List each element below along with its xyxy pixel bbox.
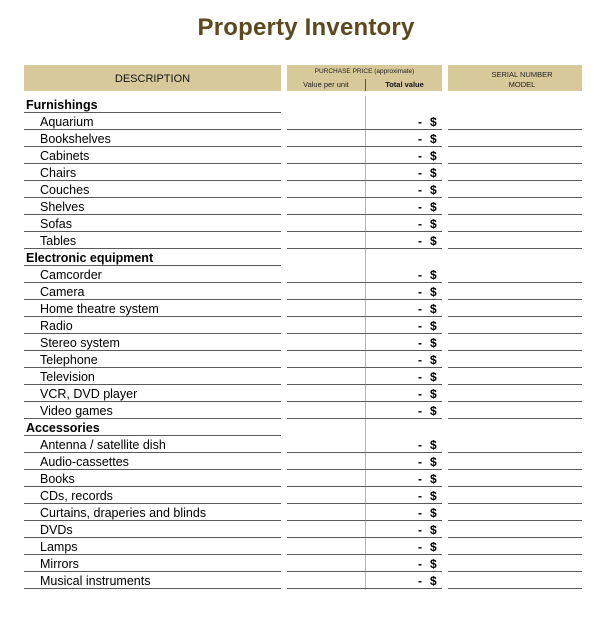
currency-symbol: $ [430, 200, 437, 214]
currency-symbol: $ [430, 115, 437, 129]
page-title: Property Inventory [197, 14, 415, 41]
table-row [0, 436, 612, 453]
total-value-dash: - [418, 353, 422, 367]
total-value-dash: - [418, 166, 422, 180]
table-row [0, 130, 612, 147]
total-value-dash: - [418, 574, 422, 588]
table-row [0, 334, 612, 351]
total-value-dash: - [418, 540, 422, 554]
currency-symbol: $ [430, 132, 437, 146]
item-label: Lamps [40, 540, 78, 554]
table-row [0, 198, 612, 215]
item-label: Television [40, 370, 95, 384]
total-value-dash: - [418, 285, 422, 299]
currency-symbol: $ [430, 506, 437, 520]
table-row [0, 351, 612, 368]
total-value-dash: - [418, 234, 422, 248]
item-label: Home theatre system [40, 302, 159, 316]
category-row [0, 96, 612, 113]
purchase-price-header-label: PURCHASE PRICE (approximate) [314, 68, 415, 75]
currency-symbol: $ [430, 285, 437, 299]
item-label: Audio-cassettes [40, 455, 129, 469]
description-header [24, 65, 281, 91]
table-row [0, 521, 612, 538]
item-label: Cabinets [40, 149, 90, 163]
total-value-dash: - [418, 506, 422, 520]
currency-symbol: $ [430, 387, 437, 401]
item-label: Aquarium [40, 115, 94, 129]
table-row [0, 147, 612, 164]
currency-symbol: $ [430, 489, 437, 503]
item-label: VCR, DVD player [40, 387, 138, 401]
currency-symbol: $ [430, 540, 437, 554]
item-label: Bookshelves [40, 132, 111, 146]
category-label: Electronic equipment [26, 251, 154, 265]
table-row [0, 300, 612, 317]
total-value-dash: - [418, 115, 422, 129]
item-label: Camcorder [40, 268, 102, 282]
total-value-dash: - [418, 438, 422, 452]
table-row [0, 283, 612, 300]
total-value-dash: - [418, 336, 422, 350]
currency-symbol: $ [430, 217, 437, 231]
table-row [0, 181, 612, 198]
item-label: Video games [40, 404, 113, 418]
item-label: Stereo system [40, 336, 120, 350]
currency-symbol: $ [430, 149, 437, 163]
header-divider [365, 79, 366, 91]
currency-symbol: $ [430, 404, 437, 418]
item-label: Telephone [40, 353, 98, 367]
currency-symbol: $ [430, 234, 437, 248]
description-header-label: DESCRIPTION [114, 73, 191, 85]
purchase-price-header [287, 65, 442, 91]
item-label: Camera [40, 285, 85, 299]
row-line [448, 588, 582, 589]
currency-symbol: $ [430, 523, 437, 537]
currency-symbol: $ [430, 472, 437, 486]
item-label: Sofas [40, 217, 72, 231]
currency-symbol: $ [430, 370, 437, 384]
category-label: Furnishings [26, 98, 98, 112]
table-row [0, 215, 612, 232]
total-value-dash: - [418, 132, 422, 146]
total-value-dash: - [418, 183, 422, 197]
row-line [24, 588, 281, 589]
item-label: Couches [40, 183, 90, 197]
item-label: CDs, records [40, 489, 113, 503]
currency-symbol: $ [430, 183, 437, 197]
currency-symbol: $ [430, 557, 437, 571]
table-row [0, 266, 612, 283]
currency-symbol: $ [430, 438, 437, 452]
total-value-dash: - [418, 370, 422, 384]
item-label: Radio [40, 319, 73, 333]
total-value-dash: - [418, 268, 422, 282]
table-row [0, 470, 612, 487]
item-label: Tables [40, 234, 77, 248]
total-value-dash: - [418, 472, 422, 486]
category-label: Accessories [26, 421, 100, 435]
total-value-dash: - [418, 557, 422, 571]
total-value-dash: - [418, 404, 422, 418]
table-row [0, 453, 612, 470]
table-row [0, 572, 612, 589]
table-row [0, 232, 612, 249]
inventory-table [0, 96, 612, 589]
total-value-dash: - [418, 387, 422, 401]
item-label: Mirrors [40, 557, 79, 571]
serial-model-header [448, 65, 582, 91]
currency-symbol: $ [430, 319, 437, 333]
total-value-dash: - [418, 319, 422, 333]
table-row [0, 164, 612, 181]
table-row [0, 504, 612, 521]
total-value-dash: - [418, 149, 422, 163]
serial-number-header: SERIAL NUMBER [491, 70, 553, 79]
total-value-dash: - [418, 489, 422, 503]
total-value-dash: - [418, 302, 422, 316]
model-header: MODEL [508, 80, 536, 89]
table-row [0, 555, 612, 572]
item-label: Books [40, 472, 75, 486]
item-label: DVDs [40, 523, 73, 537]
item-label: Antenna / satellite dish [40, 438, 166, 452]
item-label: Shelves [40, 200, 85, 214]
row-line [287, 588, 442, 589]
total-value-dash: - [418, 523, 422, 537]
category-row [0, 249, 612, 266]
table-row [0, 317, 612, 334]
currency-symbol: $ [430, 574, 437, 588]
item-label: Chairs [40, 166, 77, 180]
currency-symbol: $ [430, 455, 437, 469]
table-row [0, 487, 612, 504]
item-label: Musical instruments [40, 574, 151, 588]
currency-symbol: $ [430, 166, 437, 180]
total-value-dash: - [418, 217, 422, 231]
table-row [0, 113, 612, 130]
currency-symbol: $ [430, 336, 437, 350]
table-row [0, 368, 612, 385]
currency-symbol: $ [430, 353, 437, 367]
currency-symbol: $ [430, 302, 437, 316]
item-label: Curtains, draperies and blinds [40, 506, 207, 520]
table-row [0, 385, 612, 402]
total-value-dash: - [418, 455, 422, 469]
table-row [0, 538, 612, 555]
table-row [0, 402, 612, 419]
total-value-header: Total value [385, 80, 424, 89]
value-per-unit-header: Value per unit [303, 80, 349, 89]
currency-symbol: $ [430, 268, 437, 282]
total-value-dash: - [418, 200, 422, 214]
category-row [0, 419, 612, 436]
